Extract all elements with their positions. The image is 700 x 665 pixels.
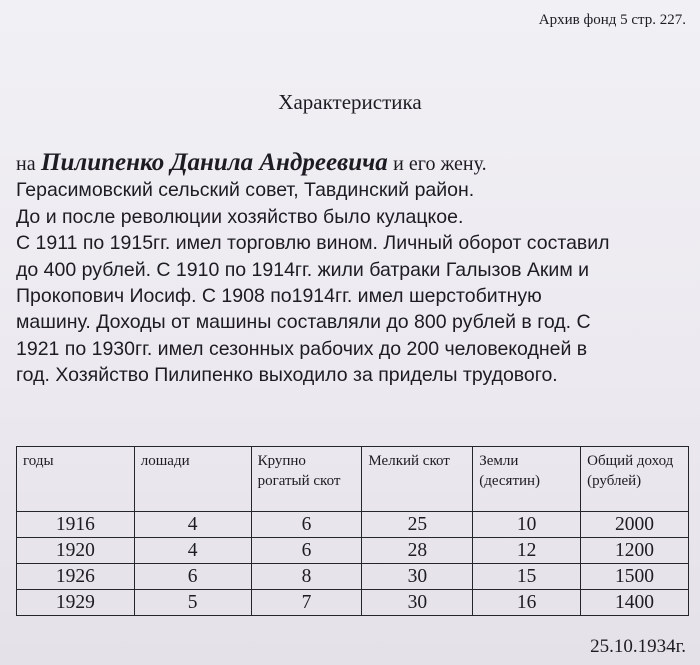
document-title: Характеристика — [278, 90, 422, 114]
table-cell: 12 — [473, 538, 581, 564]
table-cell: 30 — [362, 564, 473, 590]
table-cell: 28 — [362, 538, 473, 564]
table-row — [17, 590, 689, 616]
table-cell: 15 — [473, 564, 581, 590]
table-row — [17, 564, 689, 590]
header-land: Земли (десятин) — [473, 447, 581, 512]
header-years: годы — [17, 447, 135, 512]
body-line: До и после революции хозяйство было кулацкое. — [16, 205, 464, 228]
body-line: С 1911 по 1915гг. имел торговлю вином. Личный оборот составил — [16, 232, 610, 255]
table-header-row — [17, 447, 689, 512]
table-cell: 8 — [251, 564, 362, 590]
table-cell: 1929 — [17, 590, 135, 616]
table-cell: 16 — [473, 590, 581, 616]
intro-suffix: и его жену. — [393, 153, 487, 175]
body-line: Прокопович Иосиф. С 1908 по1914гг. имел шерстобитную — [16, 285, 542, 308]
table-cell: 1500 — [581, 564, 689, 590]
table-cell: 1916 — [17, 512, 135, 538]
body-line: машину. Доходы от машины составляли до 800 рублей в год. С — [16, 311, 591, 334]
table-cell: 10 — [473, 512, 581, 538]
header-income: Общий доход (рублей) — [581, 447, 689, 512]
table-cell: 30 — [362, 590, 473, 616]
body-line: Герасимовский сельский совет, Тавдинский район. — [16, 179, 475, 202]
table-cell: 1926 — [17, 564, 135, 590]
table-cell: 1400 — [581, 590, 689, 616]
table-cell: 1200 — [581, 538, 689, 564]
header-cattle: Крупно рогатый скот — [251, 447, 362, 512]
table-cell: 1920 — [17, 538, 135, 564]
table-cell: 5 — [134, 590, 251, 616]
body-line: год. Хозяйство Пилипенко выходило за приделы трудового. — [16, 364, 558, 387]
intro-prefix: на — [16, 153, 36, 175]
header-small-livestock: Мелкий скот — [362, 447, 473, 512]
table-cell: 6 — [134, 564, 251, 590]
body-line: до 400 рублей. С 1910 по 1914гг. жили батраки Галызов Аким и — [16, 258, 590, 281]
intro-line — [16, 150, 696, 177]
table-cell: 7 — [251, 590, 362, 616]
document-body — [16, 150, 696, 389]
person-name: Пилипенко Данила Андреевича — [41, 149, 388, 176]
header-horses: лошади — [134, 447, 251, 512]
table-row — [17, 512, 689, 538]
table-cell: 6 — [251, 538, 362, 564]
archive-reference: Архив фонд 5 стр. 227. — [538, 12, 686, 28]
body-line: 1921 по 1930гг. имел сезонных рабочих до 200 человекодней в — [16, 337, 588, 360]
table-cell: 4 — [134, 538, 251, 564]
table-cell: 4 — [134, 512, 251, 538]
table-cell: 2000 — [581, 512, 689, 538]
document-date: 25.10.1934г. — [590, 636, 686, 657]
household-stats-table — [16, 446, 689, 616]
table-row — [17, 538, 689, 564]
table-cell: 6 — [251, 512, 362, 538]
table-cell: 25 — [362, 512, 473, 538]
